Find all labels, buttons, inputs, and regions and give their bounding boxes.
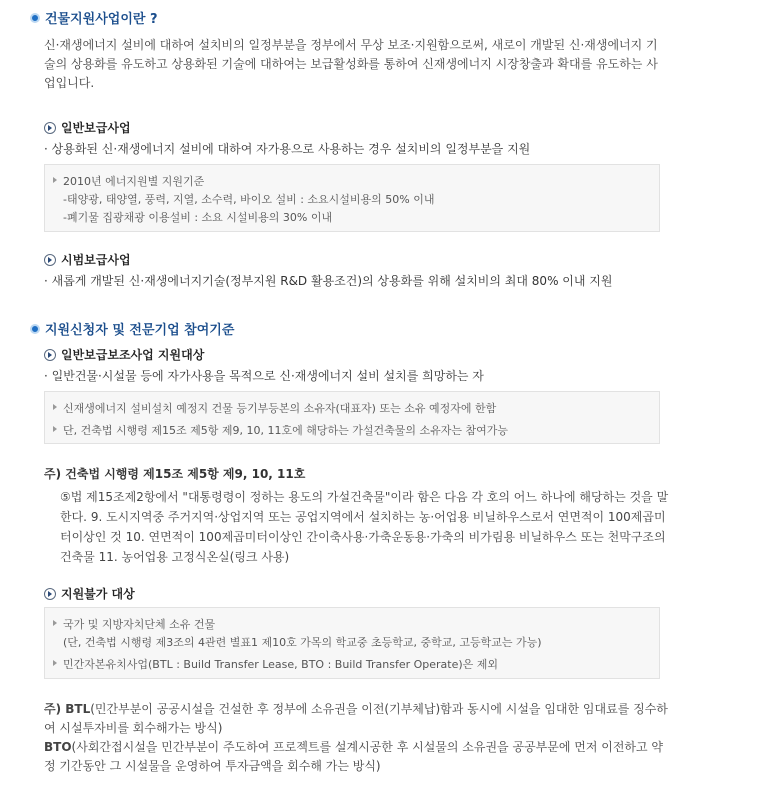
section-title-program xyxy=(30,8,158,27)
circle-arrow-icon xyxy=(44,122,56,134)
triangle-bullet-icon xyxy=(53,660,57,666)
target-desc: · 일반건물·시설물 등에 자가사용을 목적으로 신·재생에너지 설비 설치를 희망하는 자 xyxy=(44,369,484,383)
subheading-pilot xyxy=(44,251,131,268)
btl-note xyxy=(44,700,674,776)
info-line: 국가 및 지방자치단체 소유 건물 xyxy=(63,618,216,631)
info-line: 민간자본유치사업(BTL : Build Transfer Lease, BTO : Build Transfer Operate)은 제외 xyxy=(63,658,499,671)
info-line: (단, 건축법 시행령 제3조의 4관련 별표1 제10호 가목의 학교중 초등학교, 중학교, 고등학교는 가능) xyxy=(63,636,542,649)
section-title-text: 건물지원사업이란 ? xyxy=(45,12,158,27)
blue-bullet-icon xyxy=(30,13,40,23)
subheading-general xyxy=(44,119,131,136)
pilot-desc: · 새롭게 개발된 신·재생에너지기술(정부지원 R&D 활용조건)의 상용화를 위해 설치비의 최대 80% 이내 지원 xyxy=(44,274,613,288)
blue-bullet-icon xyxy=(30,324,40,334)
circle-arrow-icon xyxy=(44,349,56,361)
circle-arrow-icon xyxy=(44,588,56,600)
info-line: 신재생에너지 설비설치 예정지 건물 등기부등본의 소유자(대표자) 또는 소유 예정자에 한함 xyxy=(63,402,497,415)
subheading-text: 지원불가 대상 xyxy=(61,587,135,601)
section-title-text: 지원신청자 및 전문기업 참여기준 xyxy=(45,323,235,338)
info-line: 단, 건축법 시행령 제15조 제5항 제9, 10, 11호에 해당하는 가설건축물의 소유자는 참여가능 xyxy=(63,424,508,437)
target-info-box xyxy=(44,391,660,444)
excluded-info-box xyxy=(44,607,660,679)
subheading-text: 시범보급사업 xyxy=(61,253,131,267)
intro-paragraph: 신·재생에너지 설비에 대하여 설치비의 일정부분을 정부에서 무상 보조·지원함으로써, 새로이 개발된 신·재생에너지 기술의 상용화를 유도하고 상용화된 기술에 대하여는 보급활성화를 통하여 신재생에너지 시장창출과 확대를 유도하는 사업입니다. xyxy=(44,38,658,90)
info-line: 2010년 에너지원별 지원기준 xyxy=(63,175,205,188)
subheading-excluded xyxy=(44,585,135,602)
btl-prefix: 주) BTL xyxy=(44,702,91,716)
info-line: -태양광, 태양열, 풍력, 지열, 소수력, 바이오 설비 : 소요시설비용의 50% 이내 xyxy=(63,193,435,206)
note-text: ⑤법 제15조제2항에서 "대통령령이 정하는 용도의 가설건축물"이라 함은 다음 각 호의 어느 하나에 해당하는 것을 말한다. 9. 도시지역중 주거지역·상업지역 또는 공업지역에서 설치하는 농·어업용 비닐하우스로서 연면적이 100제곱미터이상인 것 10. 연면적이 100제곱미터이상인 간이축사용·가축운동용·가축의 비가림용 비닐하우스 또는 천막구조의 건축물 11. 농어업용 고정식온실(링크 사용) xyxy=(60,490,669,564)
subheading-target xyxy=(44,346,204,363)
general-info-box xyxy=(44,164,660,232)
triangle-bullet-icon xyxy=(53,426,57,432)
section-title-criteria xyxy=(30,319,234,338)
triangle-bullet-icon xyxy=(53,404,57,410)
subheading-text: 일반보급사업 xyxy=(61,121,131,135)
info-line: -폐기물 집광채광 이용설비 : 소요 시설비용의 30% 이내 xyxy=(63,211,333,224)
general-desc: · 상용화된 신·재생에너지 설비에 대하여 자가용으로 사용하는 경우 설치비의 일정부분을 지원 xyxy=(44,142,531,156)
bto-text: (사회간접시설을 민간부분이 주도하여 프로젝트를 설계시공한 후 시설물의 소유권을 공공부문에 먼저 이전하고 약정 기간동안 그 시설물을 운영하여 투자금액을 회수해 가는 방식) xyxy=(44,740,664,773)
note-title: 주) 건축법 시행령 제15조 제5항 제9, 10, 11호 xyxy=(44,467,306,481)
btl-text: (민간부분이 공공시설을 건설한 후 정부에 소유권을 이전(기부체납)함과 동시에 시설을 임대한 임대료를 징수하여 시설투자비를 회수해가는 방식) xyxy=(44,702,668,735)
triangle-bullet-icon xyxy=(53,177,57,183)
triangle-bullet-icon xyxy=(53,620,57,626)
circle-arrow-icon xyxy=(44,254,56,266)
subheading-text: 일반보급보조사업 지원대상 xyxy=(61,348,205,362)
bto-prefix: BTO xyxy=(44,740,72,754)
